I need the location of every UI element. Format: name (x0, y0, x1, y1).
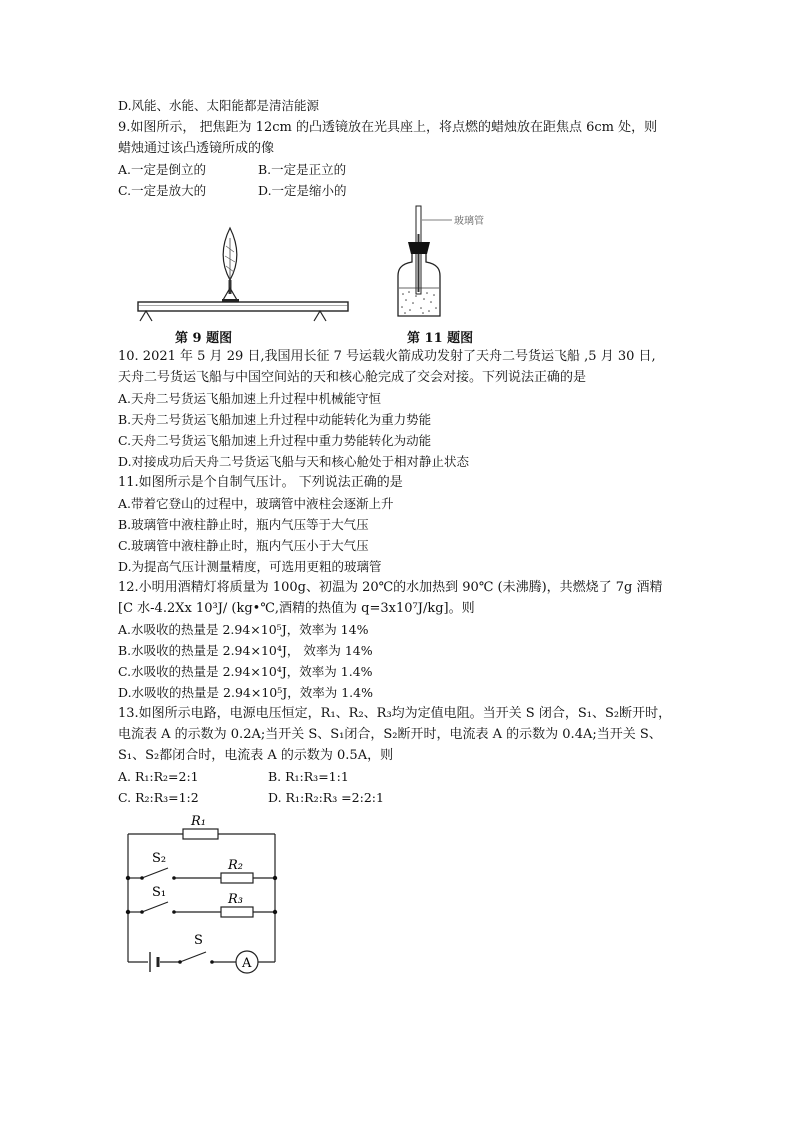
s-label: S (194, 933, 203, 948)
q12-stem-line1: 12.小明用酒精灯将质量为 100g、初温为 20℃的水加热到 90℃ (未沸腾)，共燃烧了 7g 酒精 (118, 580, 663, 595)
q9-option-b: B.一定是正立的 (258, 162, 347, 177)
q12-option-b: B.水吸收的热量是 2.94×10⁴J， 效率为 14% (118, 643, 373, 658)
q11-option-d: D.为提高气压计测量精度，可选用更粗的玻璃管 (118, 559, 382, 574)
r3-label: R₃ (228, 892, 243, 907)
q12-option-c: C.水吸收的热量是 2.94×10⁴J，效率为 1.4% (118, 664, 373, 679)
q10-option-d: D.对接成功后天舟二号货运飞船与天和核心舱处于相对静止状态 (118, 454, 470, 469)
q9-stem-line1: 9.如图所示， 把焦距为 12cm 的凸透镜放在光具座上，将点燃的蜡烛放在距焦点 6cm 处，则 (118, 120, 658, 135)
figure-11-barometer (394, 204, 514, 322)
q10-option-a: A.天舟二号货运飞船加速上升过程中机械能守恒 (118, 391, 382, 406)
q13-stem-line2: 电流表 A 的示数为 0.2A;当开关 S、S₁闭合，S₂断开时，电流表 A 的示数为 0.4A;当开关 S、 (118, 727, 662, 742)
q9-option-c: C.一定是放大的 (118, 183, 207, 198)
q10-option-b: B.天舟二号货运飞船加速上升过程中动能转化为重力势能 (118, 412, 432, 427)
q13-option-a: A. R₁:R₂=2:1 (118, 769, 199, 784)
figure-9-caption: 第 9 题图 (175, 331, 233, 346)
figure-11-caption: 第 11 题图 (407, 331, 474, 346)
q12-stem-line2: [C 水-4.2Xx 10³J/ (kg•℃,酒精的热值为 q=3x10⁷J/kg]。则 (118, 601, 475, 616)
q13-option-b: B. R₁:R₃=1:1 (268, 769, 349, 784)
q8-option-d: D.风能、水能、太阳能都是清洁能源 (118, 98, 320, 113)
bottle-liquid (401, 291, 437, 314)
r1-label: R₁ (191, 814, 206, 829)
q13-stem-line3: S₁、S₂都闭合时，电流表 A 的示数为 0.5A，则 (118, 748, 394, 763)
q9-option-a: A.一定是倒立的 (118, 162, 207, 177)
glass-tube-label: 玻璃管 (454, 216, 484, 227)
rubber-stopper (408, 242, 430, 254)
q10-stem-line1: 10. 2021 年 5 月 29 日,我国用长征 7 号运载火箭成功发射了天舟二号货运飞船 ,5 月 30 日, (118, 349, 656, 364)
resistor-r1 (183, 829, 218, 839)
r2-label: R₂ (228, 858, 243, 873)
q9-stem-line2: 蜡烛通过该凸透镜所成的像 (118, 141, 275, 156)
s2-label: S₂ (152, 851, 167, 866)
q13-stem-line1: 13.如图所示电路，电源电压恒定，R₁、R₂、R₃均为定值电阻。当开关 S 闭合，S₁、S₂断开时， (118, 706, 672, 721)
q12-option-a: A.水吸收的热量是 2.94×10⁵J，效率为 14% (118, 622, 369, 637)
q13-option-d: D. R₁:R₂:R₃ =2:2:1 (268, 790, 384, 805)
q11-option-b: B.玻璃管中液柱静止时，瓶内气压等于大气压 (118, 517, 369, 532)
q12-option-d: D.水吸收的热量是 2.94×10⁵J，效率为 1.4% (118, 685, 373, 700)
ammeter-label: A (242, 956, 252, 971)
q11-option-c: C.玻璃管中液柱静止时，瓶内气压小于大气压 (118, 538, 369, 553)
resistor-r3 (221, 907, 253, 917)
s1-label: S₁ (152, 885, 167, 900)
q10-stem-line2: 天舟二号货运飞船与中国空间站的天和核心舱完成了交会对接。下列说法正确的是 (118, 370, 587, 385)
q13-option-c: C. R₂:R₃=1:2 (118, 790, 199, 805)
figure-9-optical-bench (128, 222, 358, 322)
optical-bench-rail (138, 302, 348, 311)
q10-option-c: C.天舟二号货运飞船加速上升过程中重力势能转化为动能 (118, 433, 432, 448)
q11-option-a: A.带着它登山的过程中，玻璃管中液柱会逐渐上升 (118, 496, 394, 511)
q11-stem: 11.如图所示是个自制气压计。 下列说法正确的是 (118, 475, 403, 490)
q9-option-d: D.一定是缩小的 (258, 183, 347, 198)
resistor-r2 (221, 873, 253, 883)
figure-13-circuit (118, 812, 288, 977)
